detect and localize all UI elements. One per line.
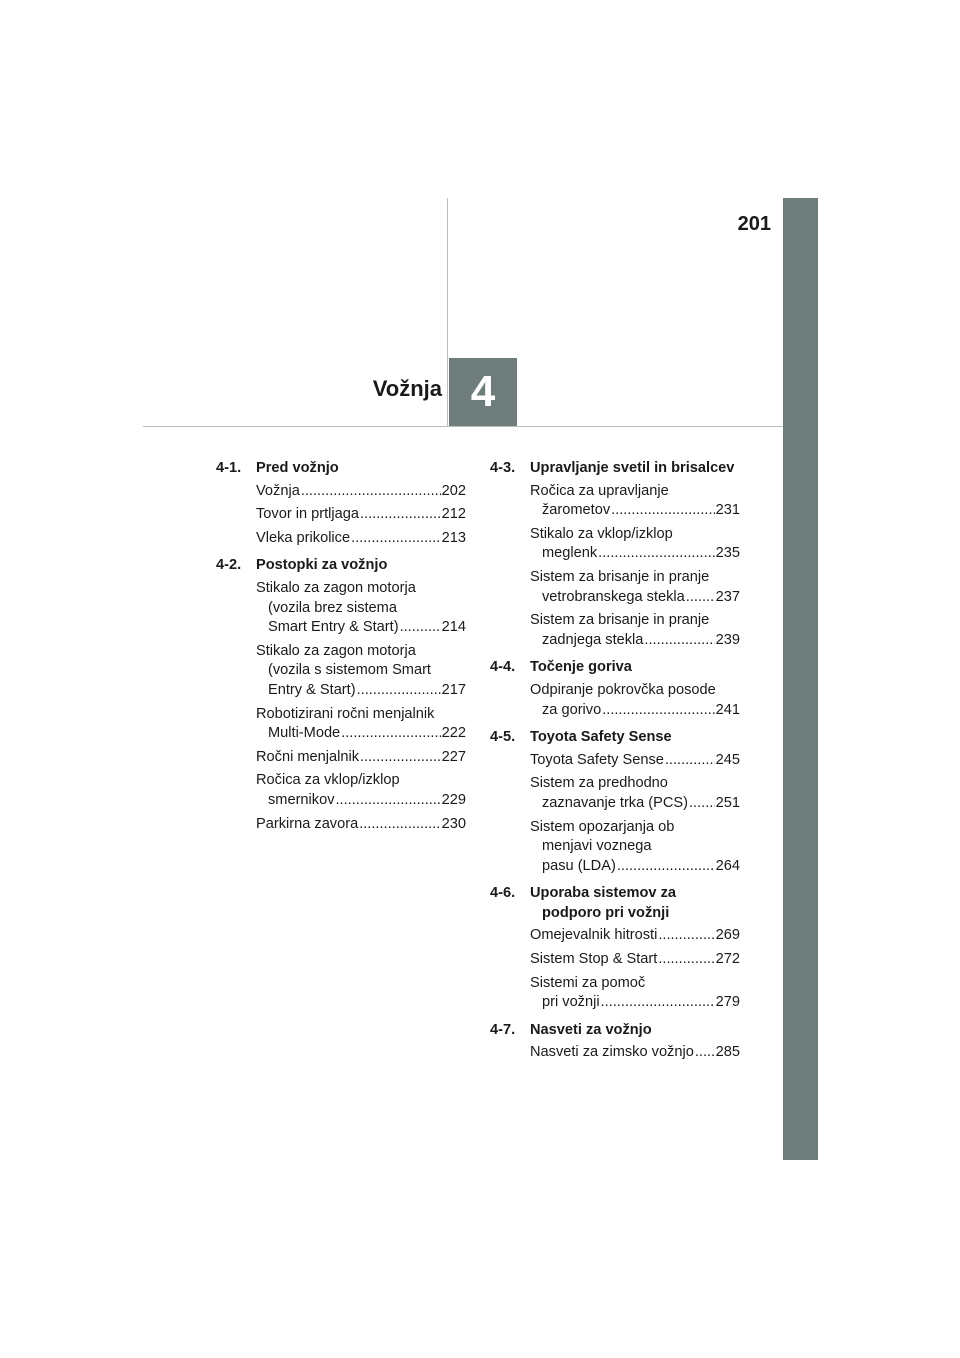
toc-entry[interactable]	[530, 950, 740, 970]
page-number: 201	[737, 213, 771, 235]
toc-entry-line	[530, 544, 740, 564]
toc-section	[490, 1021, 740, 1063]
toc-section-number: 4-2.	[216, 557, 242, 574]
toc-section-heading[interactable]	[490, 728, 740, 748]
toc-entry-text: Entry & Start)	[268, 681, 356, 698]
toc-page-number: 227	[441, 748, 466, 765]
toc-page-number: 217	[441, 681, 466, 698]
toc-entry-text: zadnjega stekla	[542, 631, 644, 648]
toc-entry-text: Omejevalnik hitrosti	[530, 927, 658, 944]
toc-section-heading[interactable]	[490, 658, 740, 678]
toc-section	[490, 658, 740, 720]
toc-entry-text: Stikalo za zagon motorja	[256, 642, 416, 659]
toc-page-number: 213	[441, 529, 466, 546]
chapter-number-box	[449, 358, 517, 426]
toc-entry[interactable]	[530, 681, 740, 720]
toc-entry-line	[256, 482, 466, 502]
toc-entry[interactable]	[530, 751, 740, 771]
toc-section-title-line: Nasveti za vožnjo	[530, 1021, 652, 1038]
toc-entry[interactable]	[256, 642, 466, 701]
toc-entry-text: Ročni menjalnik	[256, 748, 360, 765]
toc-page-number: 285	[715, 1044, 740, 1061]
toc-section-title-line: Točenje goriva	[530, 659, 632, 676]
toc-entry-text: meglenk	[542, 545, 598, 562]
dot-leader	[658, 950, 714, 970]
toc-section-heading[interactable]	[216, 459, 466, 479]
dot-leader	[689, 794, 715, 814]
header-horizontal-rule	[143, 426, 783, 427]
toc-entry[interactable]	[256, 579, 466, 638]
toc-entry-line	[530, 611, 740, 631]
toc-entry[interactable]	[256, 771, 466, 810]
toc-entry-line	[530, 568, 740, 588]
toc-page-number: 241	[715, 701, 740, 718]
dot-leader	[360, 505, 441, 525]
toc-entry-text: Multi-Mode	[268, 725, 341, 742]
toc-section-title-line: Pred vožnjo	[256, 460, 339, 476]
toc-entry-line	[256, 791, 466, 811]
toc-entry-line	[530, 525, 740, 545]
toc-entry-text: Sistem za brisanje in pranje	[530, 568, 710, 585]
toc-section-title	[256, 556, 466, 576]
toc-entry[interactable]	[256, 529, 466, 549]
toc-entry-text: žarometov	[542, 502, 611, 519]
toc-entry-text: (vozila brez sistema	[268, 599, 397, 616]
dot-leader	[357, 681, 441, 701]
toc-entry-text: Ročica za upravljanje	[530, 482, 669, 499]
toc-section-title-line: Upravljanje svetil in brisalcev	[530, 460, 735, 476]
toc-section-title	[530, 728, 740, 748]
toc-entry-text: menjavi voznega	[542, 838, 652, 855]
dot-leader	[658, 926, 714, 946]
toc-entry[interactable]	[530, 774, 740, 813]
chapter-title: Vožnja	[372, 376, 442, 401]
toc-entry[interactable]	[530, 525, 740, 564]
toc-page-number: 231	[715, 502, 740, 519]
toc-entry-text: Tovor in prtljaga	[256, 506, 360, 523]
toc-entry-text: Sistem opozarjanja ob	[530, 818, 675, 835]
toc-page-number: 222	[441, 725, 466, 742]
toc-entry-text: Ročica za vklop/izklop	[256, 772, 400, 789]
toc-entry-line	[530, 701, 740, 721]
toc-page-number: 269	[715, 927, 740, 944]
toc-section-title-line: Uporaba sistemov za	[530, 885, 676, 902]
toc-page-number: 264	[715, 857, 740, 874]
toc-entry-text: vetrobranskega stekla	[542, 588, 685, 605]
toc-section-number: 4-6.	[490, 885, 516, 902]
toc-section-title	[530, 1021, 740, 1041]
toc-section-heading[interactable]	[490, 884, 740, 923]
toc-entry-text: smernikov	[268, 791, 335, 808]
toc-section-number: 4-5.	[490, 729, 516, 746]
toc-entry[interactable]	[256, 705, 466, 744]
toc-section-title-line: Postopki za vožnjo	[256, 557, 388, 574]
toc-section-title	[530, 884, 740, 923]
toc-entry-line	[530, 588, 740, 608]
toc-page-number: 230	[441, 815, 466, 832]
toc-entry-text: Sistem za brisanje in pranje	[530, 612, 710, 629]
toc-entry[interactable]	[530, 974, 740, 1013]
toc-entry-line	[530, 993, 740, 1013]
toc-entry-line	[530, 681, 740, 701]
toc-entry[interactable]	[256, 482, 466, 502]
dot-leader	[644, 631, 714, 651]
toc-entry-text: za gorivo	[542, 701, 602, 718]
toc-entry-text: Sistem za predhodno	[530, 775, 668, 792]
toc-page-number: 212	[441, 506, 466, 523]
dot-leader	[341, 724, 440, 744]
toc-section-title	[530, 658, 740, 678]
toc-page-number: 235	[715, 545, 740, 562]
toc-entry-line	[530, 926, 740, 946]
toc-entry-text: pri vožnji	[542, 994, 600, 1011]
toc-entry-text: Odpiranje pokrovčka posode	[530, 681, 716, 698]
toc-section-title-line: podporo pri vožnji	[542, 904, 670, 921]
toc-entry-line	[256, 529, 466, 549]
toc-entry-text: (vozila s sistemom Smart	[268, 662, 431, 679]
toc-entry-line	[530, 974, 740, 994]
toc-entry-text: Sistemi za pomoč	[530, 974, 646, 991]
toc-entry[interactable]	[256, 505, 466, 525]
toc-page-number: 214	[441, 619, 466, 636]
toc-entry-line	[256, 505, 466, 525]
dot-leader	[351, 529, 441, 549]
toc-section	[490, 728, 740, 876]
toc-entry[interactable]	[530, 611, 740, 650]
toc-entry-line	[256, 815, 466, 835]
toc-entry-line	[256, 748, 466, 768]
dot-leader	[695, 1043, 715, 1063]
toc-entry-text: zaznavanje trka (PCS)	[542, 794, 688, 811]
dot-leader	[686, 588, 715, 608]
toc-entry-line	[256, 705, 466, 725]
toc-entry[interactable]	[530, 926, 740, 946]
toc-entry-line	[530, 818, 740, 838]
toc-section-title-line: Toyota Safety Sense	[530, 729, 672, 746]
chapter-side-tab	[783, 198, 818, 1160]
toc-entry-line	[530, 837, 740, 857]
dot-leader	[360, 748, 441, 768]
toc-column-left	[216, 459, 466, 842]
toc-entry[interactable]	[256, 748, 466, 768]
dot-leader	[598, 544, 714, 564]
toc-entry-line	[530, 794, 740, 814]
toc-entry-line	[530, 631, 740, 651]
toc-section	[216, 556, 466, 834]
toc-section	[490, 884, 740, 1013]
toc-entry[interactable]	[530, 818, 740, 877]
toc-section	[216, 459, 466, 548]
toc-page-number: 202	[441, 482, 466, 499]
toc-entry-text: Vleka prikolice	[256, 529, 351, 546]
toc-section-number: 4-7.	[490, 1021, 516, 1038]
toc-entry-line	[256, 642, 466, 662]
toc-entry-line	[530, 482, 740, 502]
toc-entry-line	[256, 661, 466, 681]
dot-leader	[336, 791, 441, 811]
toc-entry-text: Vožnja	[256, 482, 300, 499]
header-vertical-rule	[447, 198, 448, 426]
toc-section-heading[interactable]	[216, 556, 466, 576]
toc-entry-text: Stikalo za zagon motorja	[256, 579, 416, 596]
toc-entry-text: Sistem Stop & Start	[530, 951, 658, 968]
toc-page-number: 279	[715, 994, 740, 1011]
toc-entry-line	[530, 1043, 740, 1063]
dot-leader	[601, 993, 715, 1013]
dot-leader	[602, 701, 714, 721]
toc-page-number: 229	[441, 791, 466, 808]
toc-entry-line	[530, 774, 740, 794]
toc-page-number: 251	[715, 794, 740, 811]
chapter-number: 4	[470, 367, 496, 416]
toc-entry-line	[256, 771, 466, 791]
toc-page-number: 272	[715, 951, 740, 968]
toc-column-right	[490, 459, 740, 1071]
toc-section-number: 4-4.	[490, 659, 516, 676]
toc-section-heading[interactable]	[490, 459, 740, 479]
toc-entry-line	[530, 950, 740, 970]
toc-entry-line	[256, 681, 466, 701]
toc-page-number: 245	[715, 751, 740, 768]
toc-entry[interactable]	[530, 568, 740, 607]
toc-entry-line	[256, 599, 466, 619]
toc-section-number: 4-3.	[490, 460, 516, 476]
toc-entry-text: Toyota Safety Sense	[530, 751, 664, 768]
toc-entry-line	[530, 501, 740, 521]
dot-leader	[359, 815, 440, 835]
dot-leader	[400, 618, 441, 638]
toc-entry-line	[256, 618, 466, 638]
toc-page-number: 237	[715, 588, 740, 605]
toc-section-heading[interactable]	[490, 1021, 740, 1041]
toc-section-number: 4-1.	[216, 460, 242, 476]
toc-entry-text: Parkirna zavora	[256, 815, 359, 832]
toc-entry-text: pasu (LDA)	[542, 857, 616, 874]
toc-section	[490, 459, 740, 650]
dot-leader	[665, 751, 715, 771]
toc-section-title	[530, 459, 740, 479]
toc-entry-text: Robotizirani ročni menjalnik	[256, 705, 435, 722]
toc-entry[interactable]	[530, 482, 740, 521]
toc-entry[interactable]	[256, 815, 466, 835]
toc-page-number: 239	[715, 631, 740, 648]
dot-leader	[611, 501, 715, 521]
toc-entry[interactable]	[530, 1043, 740, 1063]
dot-leader	[617, 857, 715, 877]
toc-entry-line	[530, 751, 740, 771]
toc-entry-line	[530, 857, 740, 877]
toc-section-title	[256, 459, 466, 479]
dot-leader	[301, 482, 441, 502]
toc-entry-text: Stikalo za vklop/izklop	[530, 525, 673, 542]
toc-entry-line	[256, 579, 466, 599]
toc-entry-line	[256, 724, 466, 744]
toc-entry-text: Smart Entry & Start)	[268, 619, 399, 636]
toc-entry-text: Nasveti za zimsko vožnjo	[530, 1044, 694, 1061]
